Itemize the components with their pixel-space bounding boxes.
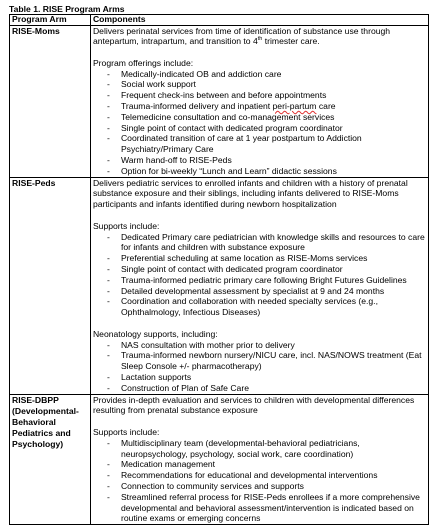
list-item: - Construction of Plan of Safe Care [93,383,426,394]
moms-description [93,26,426,48]
header-program-arm: Program Arm [10,15,91,26]
list-item: - Telemedicine consultation and co-management services [93,112,426,123]
table-row [10,177,429,394]
peds-neonatology-title: Neonatology supports, including: [92,328,218,339]
list-item: - Trauma-informed pediatric primary care following Bright Futures Guidelines [93,275,426,286]
list-item: - NAS consultation with mother prior to delivery [93,340,426,351]
header-components: Components [90,15,428,26]
list-item: - Frequent check-ins between and before appointments [93,90,426,101]
peds-components [90,177,428,394]
table-header-row [10,15,429,26]
peds-supports-list [93,232,426,318]
list-item: - Preferential scheduling at same location as RISE-Moms services [93,253,426,264]
list-item [93,101,426,112]
list-item: - Single point of contact with dedicated program coordinator [93,123,426,134]
arm-line: (Developmental- [12,405,79,416]
list-item: - Warm hand-off to RISE-Peds [93,155,426,166]
peds-supports-title: Supports include: [92,220,160,231]
list-item: - Social work support [93,79,426,90]
list-item: - Streamlined referral process for RISE-Peds enrollees if a more comprehensive developmental and behavioral assessment/intervention is indicated based on routine exams or emerging concerns [93,492,426,524]
dbpp-supports-list [93,438,426,524]
list-item: - Connection to community services and supports [93,481,426,492]
dbpp-components [90,394,428,525]
list-item-text: care [316,101,336,112]
list-item: - Medically-indicated OB and addiction care [93,69,426,80]
list-item: - Dedicated Primary care pediatrician with knowledge skills and resources to care for infants and children with substance exposure [93,232,426,254]
table-caption: Table 1. RISE Program Arms [9,4,125,14]
list-item: - Multidisciplinary team (developmental-behavioral pediatricians, neuropsychology, psychology, social work, care coordination) [93,438,426,460]
dbpp-description: Provides in-depth evaluation and services to children with developmental differences resulting from prenatal substance exposure [92,394,415,416]
arm-line: Behavioral [12,417,56,427]
arm-rise-peds: RISE-Peds [10,177,91,394]
list-item: - Trauma-informed newborn nursery/NICU care, incl. NAS/NOWS treatment (Eat Sleep Console +/- pharmacotherapy) [93,350,426,372]
dbpp-supports-title: Supports include: [92,426,160,437]
list-item: - Medication management [93,459,426,470]
list-item: - Coordination and collaboration with needed specialty services (e.g., Ophthalmology, Infectious Diseases) [93,296,426,318]
peds-description: Delivers pediatric services to enrolled infants and children with a history of prenatal substance exposure and their siblings, including infants delivered to RISE-Moms participants and infants identified during newborn hospitalization [92,177,408,210]
moms-description-text: Delivers perinatal services from time of identification of substance use through antepartum, intrapartum, and transition to 4 [92,25,391,47]
arm-line: RISE-DBPP [12,394,59,405]
moms-offerings-title: Program offerings include: [92,57,194,68]
peds-neonatology-list [93,340,426,394]
moms-offerings-list [93,69,426,177]
list-item: - Single point of contact with dedicated program coordinator [93,264,426,275]
list-item: - Option for bi-weekly “Lunch and Learn” didactic sessions [93,166,426,177]
list-item-text: Trauma-informed delivery and inpatient [120,101,273,112]
arm-line: Psychology) [12,439,64,450]
list-item: - Detailed developmental assessment by specialist at 9 and 24 months [93,286,426,297]
list-item: - Coordinated transition of care at 1 year postpartum to Addiction Psychiatry/Primary Care [93,133,426,155]
table-row [10,394,429,525]
moms-components [90,25,428,177]
list-item: - Recommendations for educational and developmental interventions [93,470,426,481]
program-arms-table [9,14,429,525]
arm-rise-dbpp [10,394,91,525]
moms-description-sup: th [257,36,263,43]
arm-line: Pediatrics and [12,428,71,439]
moms-description-tail: trimester care. [262,36,320,47]
table-row [10,25,429,177]
arm-rise-moms: RISE-Moms [10,25,91,177]
list-item: - Lactation supports [93,372,426,383]
spellcheck-word: peri-partum [272,101,317,112]
